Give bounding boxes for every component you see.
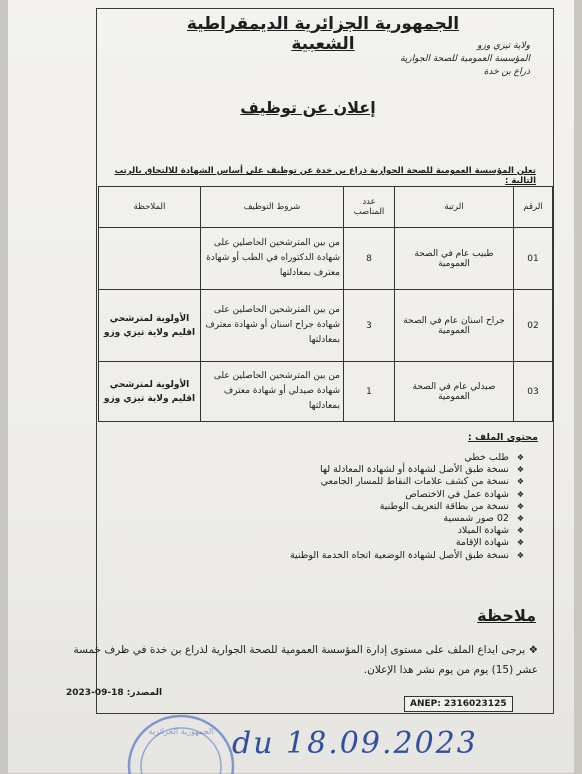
list-item-label: طلب خطي	[464, 452, 509, 463]
list-item	[290, 476, 524, 488]
table-row	[99, 228, 553, 290]
diamond-bullet-icon: ❖	[516, 453, 524, 462]
announcement-title: إعلان عن توظيف	[240, 98, 376, 117]
list-item	[290, 452, 524, 464]
note-paragraph	[64, 640, 538, 680]
diamond-bullet-icon: ❖	[516, 465, 524, 475]
row-grade: صيدلي عام في الصحة العمومية	[395, 362, 514, 422]
handwritten-date: du 18.09.2023	[232, 726, 478, 761]
list-item-label: شهادة الميلاد	[457, 525, 509, 537]
diamond-bullet-icon: ❖	[528, 644, 538, 656]
note-title: ملاحظة	[477, 606, 536, 625]
diamond-bullet-icon: ❖	[516, 538, 524, 548]
diamond-bullet-icon: ❖	[516, 501, 524, 511]
required-documents-list	[290, 452, 524, 562]
list-item-label: نسخة طبق الأصل لشهادة الوضعية اتجاه الخدمة الوطنية	[289, 549, 509, 561]
republic-title: الجمهورية الجزائرية الديمقراطية الشعبية	[186, 14, 460, 54]
diamond-bullet-icon: ❖	[516, 550, 524, 560]
issuer-block	[400, 40, 530, 79]
diamond-bullet-icon: ❖	[516, 477, 524, 487]
anep-reference: ANEP: 2316023125	[404, 696, 513, 712]
col-note-header: الملاحظة	[99, 187, 201, 228]
list-item-label: 02 صور شمسية	[443, 512, 509, 524]
row-grade: جراح اسنان عام في الصحة العمومية	[395, 290, 514, 362]
row-number: 02	[514, 290, 553, 362]
list-item-label: نسخة من بطاقة التعريف الوطنية	[379, 500, 509, 512]
list-item-label: شهادة عمل في الاختصاص	[405, 488, 509, 500]
row-number: 03	[514, 362, 553, 422]
row-posts: 1	[344, 362, 395, 422]
diamond-bullet-icon: ❖	[516, 489, 524, 499]
institution-label: المؤسسة العمومية للصحة الجوارية	[400, 54, 530, 64]
col-posts-header: عدد المناصب	[344, 187, 395, 228]
intro-text: تعلن المؤسسة العمومية للصحة الجوارية ذراع بن خدة عن توظيف على أساس الشهادة للالتحاق بالرتب التالية :	[114, 166, 536, 186]
list-item-label: نسخة من كشف علامات النقاط للمسار الجامعي	[320, 476, 509, 488]
list-item	[290, 525, 524, 537]
source-date: المصدر: 18-09-2023	[66, 688, 163, 698]
file-contents-title: محتوى الملف :	[467, 432, 538, 443]
list-item	[290, 489, 524, 501]
note-text: يرجى ايداع الملف على مستوى إدارة المؤسسة العمومية للصحة الجوارية لذراع بن خدة في ظرف خمسة عشر (15) يوم من يوم نشر هذا الإعلان.	[73, 644, 538, 676]
list-item	[290, 501, 524, 513]
row-posts: 3	[344, 290, 395, 362]
table-row	[99, 290, 553, 362]
row-note: الأولوية لمترشحي اقليم ولاية تيزي وزو	[99, 362, 201, 422]
positions-table	[98, 186, 553, 422]
diamond-bullet-icon: ❖	[516, 526, 524, 536]
list-item	[290, 550, 524, 562]
row-note: الأولوية لمترشحي اقليم ولاية تيزي وزو	[99, 290, 201, 362]
town-label: ذراع بن خدة	[483, 67, 530, 77]
official-stamp-icon	[126, 704, 236, 774]
row-conditions: من بين المترشحين الحاصلين على شهادة الدكتوراه في الطب أو شهادة معترف بمعادلتها	[201, 228, 344, 290]
row-grade: طبيب عام في الصحة العمومية	[395, 228, 514, 290]
stamp-text: الجمهورية الجزائرية	[148, 727, 214, 736]
col-conditions-header: شروط التوظيف	[201, 187, 344, 228]
row-conditions: من بين المترشحين الحاصلين على شهادة جراح اسنان أو شهادة معترف بمعادلتها	[201, 290, 344, 362]
table-header-row	[99, 187, 553, 228]
list-item-label: شهادة الإقامة	[455, 537, 509, 549]
document-page	[8, 0, 574, 773]
row-note	[99, 228, 201, 290]
row-posts: 8	[344, 228, 395, 290]
row-number: 01	[514, 228, 553, 290]
list-item-label: نسخة طبق الأصل لشهادة أو لشهادة المعادلة لها	[319, 464, 509, 476]
diamond-bullet-icon: ❖	[516, 513, 524, 523]
col-number-header: الرقم	[514, 187, 553, 228]
table-row	[99, 362, 553, 422]
col-grade-header: الرتبة	[395, 187, 514, 228]
list-item	[290, 537, 524, 549]
list-item	[290, 464, 524, 476]
wilaya-label: ولاية تيزي وزو	[477, 41, 530, 51]
row-conditions: من بين المترشحين الحاصلين على شهادة صيدلي أو شهادة معترف بمعادلتها	[201, 362, 344, 422]
list-item	[290, 513, 524, 525]
